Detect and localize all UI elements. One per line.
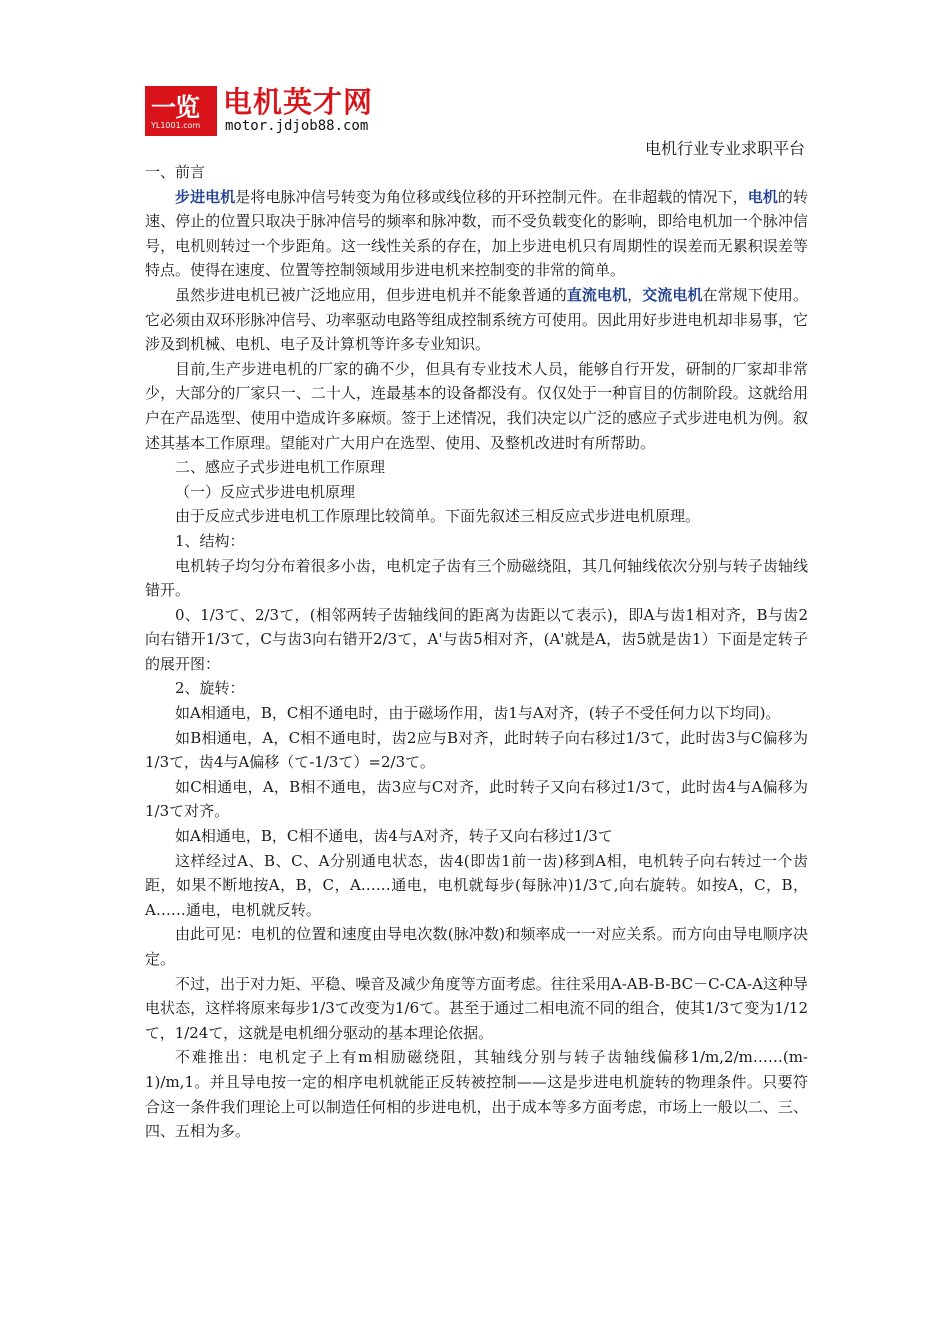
paragraph: 步进电机是将电脉冲信号转变为角位移或线位移的开环控制元件。在非超载的情况下，电机的转速、停止的位置只取决于脉冲信号的频率和脉冲数，而不受负载变化的影响，即给电机加一个脉冲信号，电机则转过一个步距角。这一线性关系的存在，加上步进电机只有周期性的误差而无累积误差等特点。使得在速度、位置等控制领域用步进电机来控制变的非常的简单。: [145, 187, 808, 280]
section-heading-preface: 一、前言: [145, 163, 206, 181]
page-header: [145, 86, 815, 161]
site-slogan: 电机行业专业求职平台: [644, 139, 805, 158]
site-name: 电机英才网: [223, 85, 374, 119]
section-heading-principle: 二、感应子式步进电机工作原理: [175, 458, 386, 477]
document-body: [145, 160, 808, 1144]
keyword-link[interactable]: 直流电机: [566, 285, 628, 304]
paragraph: 由于反应式步进电机工作原理比较简单。下面先叙述三相反应式步进电机原理。: [175, 507, 701, 526]
paragraph: 目前,生产步进电机的厂家的确不少，但具有专业技术人员，能够自行开发，研制的厂家却非常少，大部分的厂家只一、二十人，连最基本的设备都没有。仅仅处于一种盲目的仿制阶段。这就给用户在产品选型、使用中造成许多麻烦。签于上述情况，我们决定以广泛的感应子式步进电机为例。叙述其基本工作原理。望能对广大用户在选型、使用、及整机改进时有所帮助。: [145, 359, 808, 452]
keyword-link[interactable]: 步进电机: [175, 187, 236, 206]
site-url[interactable]: motor.jdjob88.com: [225, 118, 369, 134]
paragraph: 电机转子均匀分布着很多小齿，电机定子齿有三个励磁绕阻，其几何轴线依次分别与转子齿轴线错开。: [145, 556, 808, 600]
paragraph: 不难推出：电机定子上有m相励磁绕阻，其轴线分别与转子齿轴线偏移1/m,2/m……(m-1)/m,1。并且导电按一定的相序电机就能正反转被控制——这是步进电机旋转的物理条件。只要符合这一条件我们理论上可以制造任何相的步进电机，出于成本等多方面考虑，市场上一般以二、三、四、五相为多。: [145, 1048, 808, 1141]
paragraph: 虽然步进电机已被广泛地应用，但步进电机并不能象普通的直流电机，交流电机在常规下使用。它必须由双环形脉冲信号、功率驱动电路等组成控制系统方可使用。因此用好步进电机却非易事，它涉及到机械、电机、电子及计算机等许多专业知识。: [145, 285, 808, 354]
paragraph: 由此可见：电机的位置和速度由导电次数(脉冲数)和频率成一一对应关系。而方向由导电顺序决定。: [145, 925, 808, 968]
paragraph: 如C相通电，A，B相不通电，齿3应与C对齐，此时转子又向右移过1/3て，此时齿4与A偏移为1/3て对齐。: [145, 777, 808, 821]
paragraph: 如A相通电，B，C相不通电，齿4与A对齐，转子又向右移过1/3て: [175, 827, 613, 846]
paragraph: 0、1/3て、2/3て，(相邻两转子齿轴线间的距离为齿距以て表示)，即A与齿1相对齐，B与齿2向右错开1/3て，C与齿3向右错开2/3て，A'与齿5相对齐，(A'就是A，齿5就是齿1）下面是定转子的展开图：: [145, 605, 808, 673]
logo-mark: 一览: [151, 93, 200, 122]
subsection-heading: （一）反应式步进电机原理: [175, 482, 356, 501]
site-logo[interactable]: [145, 86, 217, 136]
keyword-link[interactable]: 交流电机: [642, 285, 703, 304]
item-heading-structure: 1、结构：: [175, 531, 245, 550]
paragraph: 这样经过A、B、C、A分别通电状态，齿4(即齿1前一齿)移到A相，电机转子向右转过一个齿距，如果不断地按A，B，C，A……通电，电机就每步(每脉冲)1/3て,向右旋转。如按A，C，B，A……通电，电机就反转。: [145, 851, 808, 919]
keyword-link[interactable]: 电机: [747, 187, 778, 206]
item-heading-rotation: 2、旋转：: [175, 679, 245, 698]
paragraph: 如A相通电，B，C相不通电时，由于磁场作用，齿1与A对齐，(转子不受任何力以下均同)。: [175, 704, 781, 723]
paragraph: 如B相通电，A，C相不通电时，齿2应与B对齐，此时转子向右移过1/3て，此时齿3与C偏移为1/3て，齿4与A偏移（て-1/3て）=2/3て。: [145, 728, 808, 772]
paragraph: 不过，出于对力矩、平稳、噪音及减少角度等方面考虑。往往采用A-AB-B-BC－C-CA-A这种导电状态，这样将原来每步1/3て改变为1/6て。甚至于通过二相电流不同的组合，使其1/3て变为1/12て，1/24て，这就是电机细分驱动的基本理论依据。: [145, 974, 808, 1042]
logo-domain: YL1001.com: [151, 121, 201, 130]
